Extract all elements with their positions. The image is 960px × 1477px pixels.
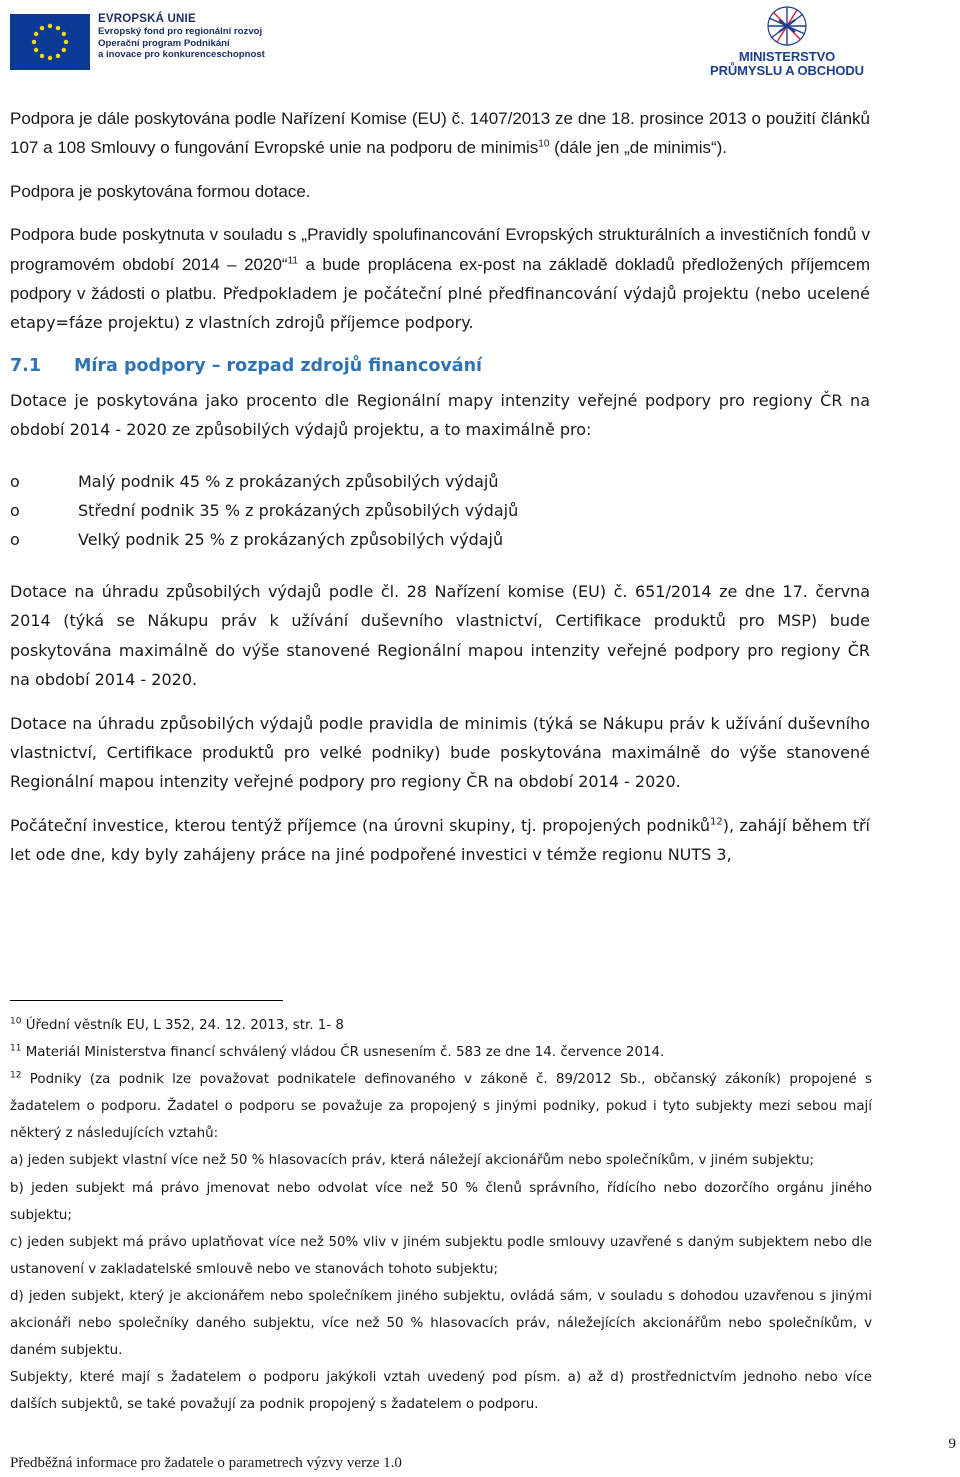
bullet-list <box>10 467 870 555</box>
page-header <box>0 0 960 85</box>
footnote-ref-11: 11 <box>287 254 298 266</box>
footnote-10 <box>10 1012 872 1039</box>
eu-flag-icon <box>10 14 90 70</box>
list-item-text: Velký podnik 25 % z prokázaných způsobilých výdajů <box>78 530 504 550</box>
footnote-text: Podniky (za podnik lze považovat podnikatele definovaného v zákoně č. 89/2012 Sb., občanský zákoník) propojené s žadatelem o podporu. Žadatel o podporu se považuje za propojený s jinými podniky, pokud i tyto subjekty mezi sebou mají některý z následujících vztahů: <box>10 1072 872 1142</box>
paragraph-text: Počáteční investice, kterou tentýž příjemce (na úrovni skupiny, tj. propojených podniků <box>10 815 710 835</box>
footnote-11 <box>10 1039 872 1066</box>
list-item <box>10 525 870 554</box>
eu-logo-line1: EVROPSKÁ UNIE <box>98 13 196 25</box>
paragraph-text: ), zahájí během tří let ode dne, kdy byly zahájeny práce na jiné podpořené investici v témže regionu NUTS 3, <box>10 815 870 865</box>
mpo-logo-line2: PRŮMYSLU A OBCHODU <box>710 63 864 78</box>
paragraph-form-of-support: Podpora je poskytována formou dotace. <box>10 181 311 201</box>
eu-logo-line4: a inovace pro konkurenceschopnost <box>98 49 265 61</box>
list-item <box>10 496 870 525</box>
footnote-item-b: b) jeden subjekt má právo jmenovat nebo odvolat více než 50 % členů správního, řídícího nebo dozorčího orgánu jiného subjektu; <box>10 1180 872 1223</box>
footnote-separator <box>10 1000 283 1001</box>
eu-logo-line3: Operační program Podnikání <box>98 37 230 49</box>
section-heading <box>10 352 870 380</box>
list-item-text: Malý podnik 45 % z prokázaných způsobilých výdajů <box>78 471 499 491</box>
footnote-number: 11 <box>10 1043 22 1054</box>
list-item <box>10 467 870 496</box>
paragraph-initial-investment <box>10 811 870 870</box>
mpo-logo <box>706 4 868 78</box>
list-item-text: Střední podnik 35 % z prokázaných způsobilých výdajů <box>78 501 519 521</box>
paragraph-text: Podpora bude poskytnuta v souladu s „Pravidly spolufinancování Evropských strukturálních a investičních fondů v programovém období 2014 – 2020“ <box>10 225 870 274</box>
footnote-closing: Subjekty, které mají s žadatelem o podporu jakýkoli vztah uvedený pod písm. a) až d) prostřednictvím jednoho nebo více dalších subjektů, se také považují za podnik propojený s žadatelem o podporu. <box>10 1370 872 1413</box>
footnote-ref-10: 10 <box>538 138 550 150</box>
page-number: 9 <box>948 1436 956 1452</box>
section-number: 7.1 <box>10 355 42 376</box>
paragraph-text: (dále jen „de minimis“). <box>549 138 728 158</box>
paragraph-text: a bude proplácena ex-post na základě dokladů předložených příjemcem podpory v žádosti o platbu. <box>10 254 871 304</box>
paragraph-article-28: Dotace na úhradu způsobilých výdajů podle čl. 28 Nařízení komise (EU) č. 651/2014 ze dne 17. června 2014 (týká se Nákupu práv k užívání duševního vlastnictví, Certifikace produktů pro MSP) bude poskytována maximálně do výše stanovené Regionální mapou intenzity veřejné podpory pro regiony ČR na období 2014 - 2020. <box>10 581 870 690</box>
paragraph-subsidy-percentage: Dotace je poskytována jako procento dle Regionální mapy intenzity veřejné podpory pro regiony ČR na období 2014 - 2020 ze způsobilých výdajů projektu, a to maximálně pro: <box>10 390 870 440</box>
mpo-logo-line1: MINISTERSTVO <box>738 49 836 64</box>
eu-logo-line2: Evropský fond pro regionální rozvoj <box>98 25 263 37</box>
section-title: Míra podpory – rozpad zdrojů financování <box>74 355 483 376</box>
footnote-number: 10 <box>10 1016 22 1027</box>
footnote-item-a: a) jeden subjekt vlastní více než 50 % hlasovacích práv, která náležejí akcionářům nebo společníkům, v jiném subjektu; <box>10 1153 815 1169</box>
footnote-ref-12: 12 <box>710 816 723 828</box>
bullet-marker: o <box>10 530 20 550</box>
bullet-marker: o <box>10 501 20 521</box>
footnote-12 <box>10 1066 872 1147</box>
footnote-item-c: c) jeden subjekt má právo uplatňovat více než 50% vliv v jiném subjektu podle smlouvy uzavřené s daným subjektem nebo dle ustanovení v zakladatelské smlouvě nebo ve stanovách tohoto subjektu; <box>10 1234 872 1277</box>
eu-logo <box>10 14 265 70</box>
footnote-text: Materiál Ministerstva financí schválený vládou ČR usnesením č. 583 ze dne 14. července 2014. <box>21 1045 665 1061</box>
document-body <box>10 104 870 870</box>
paragraph-de-minimis-rule: Dotace na úhradu způsobilých výdajů podle pravidla de minimis (týká se Nákupu práv k užívání duševního vlastnictví, Certifikace produktů pro velké podniky) bude poskytována maximálně do výše stanovené Regionální mapou intenzity veřejné podpory pro regiony ČR na období 2014 - 2020. <box>10 713 870 792</box>
footnote-item-d: d) jeden subjekt, který je akcionářem nebo společníkem jiného subjektu, ovládá sám, v souladu s dohodou uzavřenou s jinými akcionáři nebo společníky daného subjektu, více než 50 % hlasovacích práv, náležejících akcionářům nebo společníkům, v daném subjektu. <box>10 1288 872 1359</box>
document-footer-title: Předběžná informace pro žadatele o parametrech výzvy verze 1.0 <box>10 1455 402 1471</box>
mpo-emblem-icon <box>757 4 817 48</box>
footnote-number: 12 <box>10 1070 22 1081</box>
footnote-text: Úřední věstník EU, L 352, 24. 12. 2013, str. 1- 8 <box>21 1018 344 1033</box>
paragraph-de-minimis <box>10 104 870 163</box>
bullet-marker: o <box>10 471 20 491</box>
footnotes <box>10 1012 872 1418</box>
paragraph-cofinancing-rules <box>10 220 870 338</box>
paragraph-text: Podpora je dále poskytována podle Nařízení Komise (EU) č. 1407/2013 ze dne 18. prosince 2013 o použití článků 107 a 108 Smlouvy o fungování Evropské unie na podporu de minimis <box>10 109 870 158</box>
paragraph-text: Předpokladem je počáteční plné předfinancování výdajů projektu (nebo ucelené etapy=fáze projektu) z vlastních zdrojů příjemce podpory. <box>10 284 870 333</box>
